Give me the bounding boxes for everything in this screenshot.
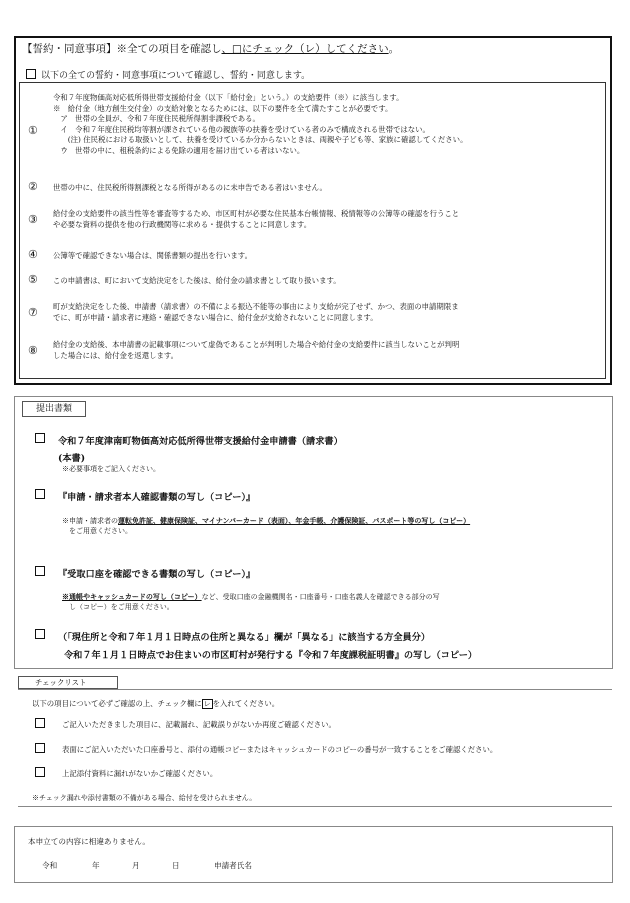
- date-day-label: 日: [172, 861, 180, 870]
- doc-checkbox-tax-certificate[interactable]: [35, 629, 45, 639]
- pledge-heading-bracket: 【誓約・同意事項】: [22, 43, 117, 55]
- pledge-heading: [22, 41, 399, 56]
- pledge-item-line: 公簿等で確認できない場合は、関係書類の提出を行います。: [53, 251, 252, 260]
- pledge-item-text: [53, 93, 467, 157]
- checklist-checkbox[interactable]: [35, 767, 45, 777]
- doc-title-tax-certificate-line2: 令和７年１月１日時点でお住まいの市区町村が発行する『令和７年度課税証明書』の写し（コピー）: [64, 650, 478, 661]
- agree-checkbox[interactable]: [26, 69, 36, 79]
- checklist-item: ご記入いただきました項目に、記載漏れ、記載誤りがないか再度ご確認ください。: [62, 720, 336, 729]
- pledge-item-number: ④: [28, 248, 38, 261]
- checklist-intro-lead: 以下の項目について必ずご確認の上、チェック欄に: [32, 699, 202, 708]
- doc-note-bank-lead: ※通帳やキャッシュカードの写し（コピー）: [62, 592, 202, 601]
- doc-title-bank: 『受取口座を確認できる書類の写し（コピー）』: [58, 569, 256, 580]
- pledge-heading-lead: ※全ての項目を確認し: [116, 43, 222, 55]
- pledge-item-number: ③: [28, 213, 38, 226]
- pledge-heading-end: 。: [388, 43, 400, 55]
- checklist-intro-end: を入れてください。: [212, 699, 280, 708]
- pledge-item-text: [53, 340, 459, 361]
- doc-note-bank-line2: し（コピー）をご用意ください。: [69, 603, 174, 611]
- checklist-tab: チェックリスト: [18, 676, 118, 689]
- pledge-item-line: 町が支給決定をした後、申請書（請求書）の不備による振込不能等の事由により支給が完了せず、かつ、表面の申請期限ま: [53, 302, 459, 311]
- pledge-item-line: ウ 世帯の中に、租税条約による免除の適用を届け出ている者はいない。: [53, 145, 305, 155]
- check-mark-sample: レ: [203, 700, 211, 708]
- checklist-note: ※チェック漏れや添付書類の不備がある場合、給付を受けられません。: [32, 794, 257, 802]
- doc-note-identity: [62, 516, 470, 536]
- checklist-intro: [32, 698, 279, 709]
- doc-title-identity: 『申請・請求者本人確認書類の写し（コピー）』: [58, 492, 256, 503]
- pledge-item-line: や必要な資料の提供を他の行政機関等に求める・提供することに同意します。: [53, 219, 312, 229]
- declaration-text: 本申立ての内容に相違ありません。: [28, 837, 150, 846]
- pledge-item-line: 給付金の支給後、本申請書の記載事項について虚偽であることが判明した場合や給付金の支給要件に該当しないことが判明: [53, 340, 460, 349]
- checklist-item: 表面にご記入いただいた口座番号と、添付の通帳コピーまたはキャッシュカードのコピーの番号が一致することをご確認ください。: [62, 745, 498, 754]
- checklist-bottom-divider: [18, 806, 612, 807]
- pledge-item-text: [53, 251, 252, 262]
- pledge-item-line: でに、町が申請・請求者に連絡・確認できない場合に、給付金が支給されないことに同意します。: [53, 312, 378, 322]
- date-era-label: 令和: [42, 861, 58, 870]
- pledge-item-line: (注) 住民税における取扱いとして、扶養を受けているか分からないときは、両親や子ども等、家族に確認してください。: [53, 135, 468, 145]
- pledge-item-number: ⑤: [28, 273, 38, 286]
- documents-title: 提出書類: [22, 401, 86, 417]
- pledge-item-line: ア 世帯の全員が、令和７年度住民税所得割非課税である。: [53, 114, 260, 124]
- pledge-heading-instruction: 、□にチェック（レ）してください: [221, 43, 389, 55]
- doc-note-bank-rest: など、受取口座の金融機関名・口座番号・口座名義人を確認できる部分の写: [201, 593, 440, 601]
- pledge-item-text: [53, 302, 459, 323]
- pledge-item-text: [53, 209, 459, 230]
- doc-subtitle-application: (本書): [58, 453, 86, 464]
- doc-note-identity-end: をご用意ください。: [69, 527, 132, 535]
- pledge-item-number: ⑧: [28, 344, 38, 357]
- pledge-item-line: 給付金の支給要件の該当性等を審査等するため、市区町村が必要な住民基本台帳情報、税情報等の公簿等の確認を行うこと: [53, 209, 460, 218]
- date-year-label: 年: [92, 861, 100, 870]
- doc-note-identity-lead: ※申請・請求者の: [62, 517, 118, 525]
- agree-row: [26, 68, 310, 81]
- doc-note-identity-list: 運転免許証、健康保険証、マイナンバーカード（表面）、年金手帳、介護保険証、パスポート等の写し（コピー）: [118, 516, 471, 525]
- pledge-item-line: 令和７年度物価高対応低所得世帯支援給付金（以下「給付金」という。）の支給要件（※）に該当します。: [53, 93, 404, 102]
- doc-checkbox-application[interactable]: [35, 433, 45, 443]
- pledge-item-line: この申請書は、町において支給決定をした後は、給付金の請求書として取り扱います。: [53, 276, 341, 285]
- pledge-item-line: した場合には、給付金を返還します。: [53, 350, 179, 360]
- doc-title-tax-certificate: （「現住所と令和７年１月１日時点の住所と異なる」欄が「異なる」に該当する方全員分）: [58, 632, 431, 643]
- agree-label: 以下の全ての誓約・同意事項について確認し、誓約・同意します。: [41, 71, 311, 81]
- date-month-label: 月: [132, 861, 140, 870]
- pledge-item-text: [53, 276, 341, 287]
- declaration-section: [14, 826, 613, 883]
- doc-note-bank: [62, 592, 440, 612]
- doc-checkbox-bank[interactable]: [35, 566, 45, 576]
- checklist-divider: [18, 689, 612, 690]
- checklist-item: 上記添付資料に漏れがないかご確認ください。: [62, 769, 218, 778]
- pledge-item-line: 世帯の中に、住民税所得割課税となる所得があるのに未申告である者はいません。: [53, 183, 327, 192]
- applicant-name-label: 申請者氏名: [214, 861, 252, 870]
- doc-note-application: ※必要事項をご記入ください。: [62, 465, 160, 473]
- pledge-item-number: ②: [28, 180, 38, 193]
- checklist-checkbox[interactable]: [35, 743, 45, 753]
- doc-checkbox-identity[interactable]: [35, 489, 45, 499]
- pledge-item-number: ①: [28, 124, 38, 137]
- pledge-item-line: ※ 給付金（地方創生交付金）の支給対象となるためには、以下の要件を全て満たすことが必要です。: [53, 103, 393, 113]
- pledge-item-line: イ 令和７年度住民税均等割が課されている他の親族等の扶養を受けている者のみで構成される世帯ではない。: [53, 124, 430, 134]
- pledge-item-number: ⑦: [28, 306, 38, 319]
- pledge-item-text: [53, 183, 327, 194]
- doc-title-application: 令和７年度津南町物価高対応低所得世帯支援給付金申請書（請求書）: [58, 436, 343, 447]
- checklist-checkbox[interactable]: [35, 718, 45, 728]
